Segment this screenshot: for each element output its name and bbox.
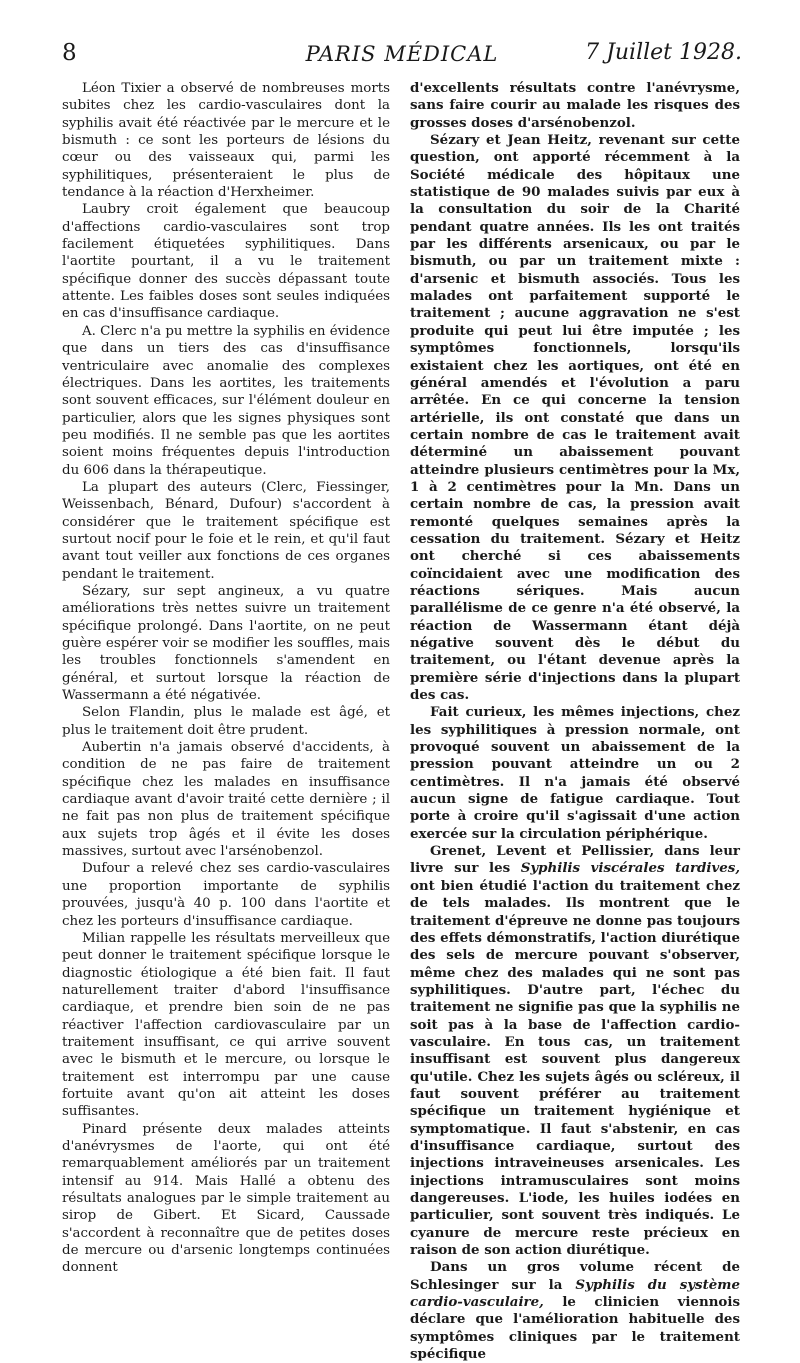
paragraph-auteurs: La plupart des auteurs (Clerc, Fiessinger, Weissenbach, Bénard, Dufour) s'accordent à considérer que le traitement spécifique est surtout nocif pour le foie et le rein, et qu'il faut avant tout veiller aux fonctions de ces organes pendant le traitement. [62, 479, 390, 582]
paragraph-milian: Milian rappelle les résultats merveilleux que peut donner le traitement spécifique lorsque le diagnostic étiologique a été bien fait. Il faut naturellement traiter d'abord l'insuffisance cardiaque, et prendre bien soin de ne pas réactiver l'affection cardiovasculaire par un traitement insuffisant, ce qui arrive souvent avec le bismuth et le mercure, ou lorsque le traitement est interrompu par une cause fortuite avant qu'on ait atteint les doses suffisantes. [62, 930, 390, 1120]
page-header [62, 40, 742, 74]
grenet-body: ont bien étudié l'action du traitement chez de tels malades. Ils montrent que le traitement d'épreuve ne donne pas toujours des effets démonstratifs, l'action diurétique des sels de mercure pouvant s'observer, même chez des malades qui ne sont pas syphilitiques. D'autre part, l'échec du traitement ne signifie pas que la syphilis ne soit pas à la base de l'affection cardio-vasculaire. En tous cas, un traitement insuffisant est souvent plus dangereux qu'utile. Chez les sujets âgés ou scléreux, il faut souvent préférer au traitement spécifique un traitement hygiénique et symptomatique. Il faut s'abstenir, en cas d'insuffisance cardiaque, surtout des injections intraveineuses arsenicales. Les injections intramusculaires sont moins dangereuses. L'iode, les huiles iodées en particulier, sont souvent très indiqués. Le cyanure de mercure reste précieux en raison de son action diurétique. [410, 877, 740, 1259]
schlesinger-intro: Dans un gros volume récent de Schlesinger sur la [410, 1259, 740, 1293]
paragraph-aubertin: Aubertin n'a jamais observé d'accidents, à condition de ne pas faire de traitement spécifique chez les malades en insuffisance cardiaque avant d'avoir traité cette dernière ; il ne fait pas non plus de traitement spécifique aux sujets trop âgés et il évite les doses massives, surtout avec l'arsénobenzol. [62, 740, 390, 860]
paragraph-sezary: Sézary, sur sept angineux, a vu quatre améliorations très nettes suivre un traitement spécifique prolongé. Dans l'aortite, on ne peut guère espérer voir se modifier les souffles, mais les troubles fonctionnels s'amendent en général, et surtout lorsque la réaction de Wassermann a été négativée. [62, 583, 390, 704]
grenet-intro: Grenet, Levent et Pellissier, dans leur livre sur les [410, 843, 740, 877]
right-column [410, 80, 740, 1363]
schlesinger-body: le clinicien viennois déclare que l'amélioration habituelle des symptômes cliniques par le traitement spécifique [410, 1294, 740, 1363]
paragraph-clerc: A. Clerc n'a pu mettre la syphilis en évidence que dans un tiers des cas d'insuffisance ventriculaire avec anomalie des complexes électriques. Dans les aortites, les traitements sont souvent efficaces, sur l'élément douleur en particulier, alors que les signes physiques sont peu modifiés. Il ne semble pas que les aortites soient moins fréquentes depuis l'introduction du 606 dans la thérapeutique. [62, 323, 391, 478]
paragraph-fait-curieux: Fait curieux, les mêmes injections, chez les syphilitiques à pression normale, ont provoqué souvent un abaissement de la pression pouvant atteindre un ou 2 centimètres. Il n'a jamais été observé aucun signe de fatigue cardiaque. Tout porte à croire qu'il s'agissait d'une action exercée sur la circulation périphérique. [410, 704, 740, 842]
page-number: 8 [62, 40, 77, 66]
paragraph-dufour: Dufour a relevé chez ses cardio-vasculaires une proportion importante de syphilis prouvées, jusqu'à 40 p. 100 dans l'aortite et chez les porteurs d'insuffisance cardiaque. [62, 861, 390, 929]
paragraph-schlesinger [410, 1259, 740, 1363]
paragraph-grenet [410, 843, 740, 1259]
issue-date: 7 Juillet 1928. [585, 40, 742, 65]
book-title-syphilis-viscerales: Syphilis viscérales tardives, [520, 860, 740, 877]
paragraph-flandin: Selon Flandin, plus le malade est âgé, et plus le traitement doit être prudent. [62, 705, 390, 738]
paragraph-laubry: Laubry croit également que beaucoup d'affections cardio-vasculaires sont trop facilement étiquetées syphilitiques. Dans l'aortite pourtant, il a vu le traitement spécifique donner des succès dépassant toute attente. Les faibles doses sont seules indiquées en cas d'insuffisance cardiaque. [62, 202, 390, 322]
paragraph-tixier: Léon Tixier a observé de nombreuses morts subites chez les cardio-vasculaires dont la syphilis avait été réactivée par le mercure et le bismuth : ce sont les porteurs de lésions du cœur ou des vaisseaux qui, parmi les syphilitiques, présenteraient le plus de tendance à la réaction d'Herxheimer. [62, 81, 390, 201]
paragraph-continuation: d'excellents résultats contre l'anévrysme, sans faire courir au malade les risques des grosses doses d'arsénobenzol. [410, 80, 740, 131]
left-column [62, 80, 390, 1277]
paragraph-pinard: Pinard présente deux malades atteints d'anévrysmes de l'aorte, qui ont été remarquablement améliorés par un traitement intensif au 914. Mais Hallé a obtenu des résultats analogues par le simple traitement au sirop de Gibert. Et Sicard, Caussade s'accordent à reconnaître que de petites doses de mercure ou d'arsenic longtemps continuées donnent [62, 1121, 390, 1276]
journal-title: PARIS MÉDICAL [305, 42, 499, 66]
book-title-syphilis-cardio: Syphilis du système cardio-vasculaire, [410, 1276, 740, 1311]
paragraph-sezary-heitz: Sézary et Jean Heitz, revenant sur cette question, ont apporté récemment à la Société médicale des hôpitaux une statistique de 90 malades suivis par eux à la consultation du soir de la Charité pendant quatre années. Ils les ont traités par les différents arsenicaux, ou par le bismuth, ou par un traitement mixte : d'arsenic et bismuth associés. Tous les malades ont parfaitement supporté le traitement ; aucune aggravation ne s'est produite qui peut lui être imputée ; les symptômes fonctionnels, lorsqu'ils existaient chez les aortiques, ont été en général amendés et l'évolution a paru arrêtée. En ce qui concerne la tension artérielle, ils ont constaté que dans un certain nombre de cas le traitement avait déterminé un abaissement pouvant atteindre plusieurs centimètres pour la Mx, 1 à 2 centimètres pour la Mn. Dans un certain nombre de cas, la pression avait remonté quelques semaines après la cessation du traitement. Sézary et Heitz ont cherché si ces abaissements coïncidaient avec une modification des réactions sériques. Mais aucun parallélisme de ce genre n'a été observé, la réaction de Wassermann étant déjà négative souvent dès le début du traitement, ou l'étant devenue après la première série d'injections dans la plupart des cas. [410, 132, 740, 704]
